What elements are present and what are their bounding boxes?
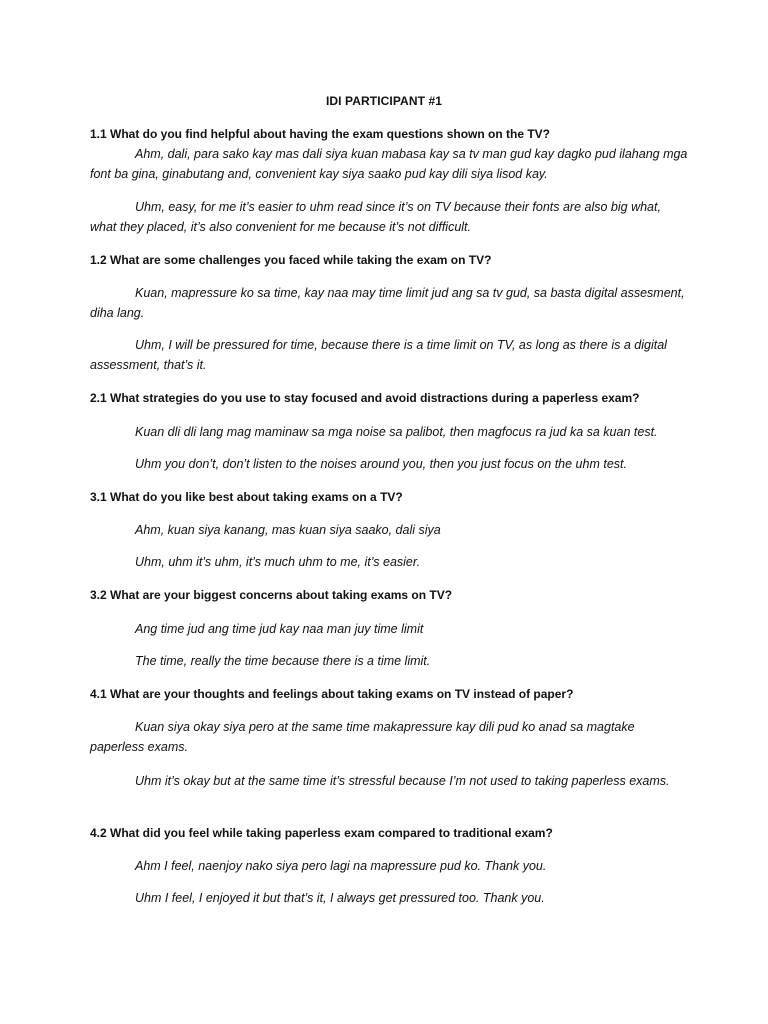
- question-4-2: 4.2 What did you feel while taking paperless exam compared to traditional exam?: [90, 826, 553, 840]
- answer-2-1-translation: Uhm you don’t, don’t listen to the noises around you, then you just focus on the uhm test.: [135, 457, 627, 471]
- answer-4-1-original: Kuan siya okay siya pero at the same time makapressure kay dili pud ko anad sa magtake paperless exams.: [90, 720, 635, 754]
- question-1-2: 1.2 What are some challenges you faced while taking the exam on TV?: [90, 253, 492, 267]
- question-2-1: 2.1 What strategies do you use to stay focused and avoid distractions during a paperless exam?: [90, 391, 640, 405]
- answer-1-1-translation: Uhm, easy, for me it’s easier to uhm read since it’s on TV because their fonts are also big what, what they placed, it’s also convenient for me because it’s not difficult.: [90, 200, 661, 234]
- answer-4-1-translation: Uhm it’s okay but at the same time it’s stressful because I’m not used to taking paperless exams.: [135, 774, 670, 788]
- question-4-1: 4.1 What are your thoughts and feelings about taking exams on TV instead of paper?: [90, 687, 574, 701]
- answer-3-1-translation: Uhm, uhm it’s uhm, it’s much uhm to me, it’s easier.: [135, 555, 421, 569]
- answer-3-2-original: Ang time jud ang time jud kay naa man juy time limit: [135, 622, 424, 636]
- question-3-1: 3.1 What do you like best about taking exams on a TV?: [90, 490, 403, 504]
- answer-4-2-original: Ahm I feel, naenjoy nako siya pero lagi na mapressure pud ko. Thank you.: [135, 859, 547, 873]
- answer-4-2-translation: Uhm I feel, I enjoyed it but that’s it, I always get pressured too. Thank you.: [135, 891, 545, 905]
- answer-2-1-original: Kuan dli dli lang mag maminaw sa mga noise sa palibot, then magfocus ra jud ka sa kuan test.: [135, 425, 658, 439]
- question-1-1: 1.1 What do you find helpful about having the exam questions shown on the TV?: [90, 127, 551, 141]
- answer-3-1-original: Ahm, kuan siya kanang, mas kuan siya saako, dali siya: [135, 523, 441, 537]
- answer-1-2-translation: Uhm, I will be pressured for time, because there is a time limit on TV, as long as there is a digital assessment, that’s it.: [90, 338, 667, 372]
- answer-3-2-translation: The time, really the time because there is a time limit.: [135, 654, 431, 668]
- document-title: IDI PARTICIPANT #1: [325, 94, 443, 108]
- answer-1-1-original: Ahm, dali, para sako kay mas dali siya kuan mabasa kay sa tv man gud kay dagko pud ilahang mga font ba gina, ginabutang and, convenient kay siya saako pud kay dili siya lisod kay.: [90, 147, 688, 181]
- answer-1-2-original: Kuan, mapressure ko sa time, kay naa may time limit jud ang sa tv gud, sa basta digital assesment, diha lang.: [90, 286, 685, 320]
- question-3-2: 3.2 What are your biggest concerns about taking exams on TV?: [90, 588, 453, 602]
